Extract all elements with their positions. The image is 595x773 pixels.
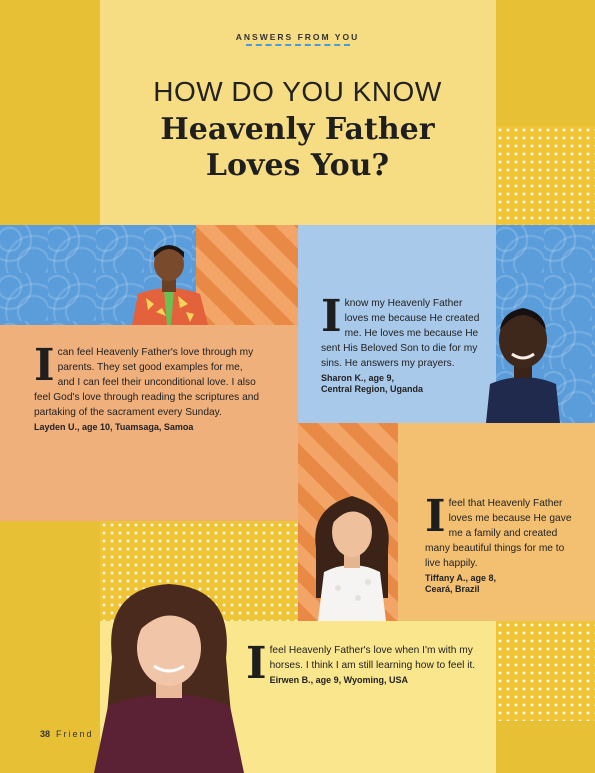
photo-sharon: [486, 296, 560, 423]
answer-attribution-line2: Central Region, Uganda: [321, 384, 424, 394]
page-footer: [40, 729, 94, 739]
answer-attribution: Layden U., age 10, Tuamsaga, Samoa: [34, 422, 194, 432]
answer-text: know my Heavenly Father loves me because He created me. He loves me because He sent His Beloved Son to die for my sins. He answers my prayers.: [321, 298, 480, 369]
dropcap: I: [425, 491, 446, 542]
page-title-line1: HOW DO YOU KNOW: [153, 76, 442, 107]
bg-right-dots-2: [496, 621, 595, 721]
answer-text: can feel Heavenly Father's love through my parents. They set good examples for me, and I can feel their unconditional love. I also feel God's love through reading the scriptures and partaking of the sacrament every Sunday.: [34, 347, 260, 418]
answer-tiffany: [425, 491, 573, 595]
dropcap: I: [321, 291, 342, 342]
answer-layden: [34, 340, 260, 433]
dropcap: I: [34, 340, 55, 391]
answer-attribution-line1: Tiffany A., age 8,: [425, 573, 497, 583]
photo-eirwen: [84, 578, 254, 773]
answer-text: feel Heavenly Father's love when I'm with my horses. I think I am still learning how to feel it.: [269, 645, 476, 671]
answer-text: feel that Heavenly Father loves me because He gave me a family and created many beautiful things for me to live happily.: [425, 498, 572, 569]
answer-sharon: [321, 291, 481, 395]
bg-right-bottom-yellow: [496, 721, 595, 773]
page-number: 38: [40, 729, 51, 739]
section-kicker: ANSWERS FROM YOU: [235, 32, 360, 42]
magazine-name: Friend: [56, 729, 94, 739]
photo-layden: [126, 238, 212, 325]
page-title-main: [0, 112, 595, 184]
answer-attribution: Eirwen B., age 9, Wyoming, USA: [269, 675, 408, 685]
kicker-dash-underline: [246, 44, 350, 46]
answer-attribution-line1: Sharon K., age 9,: [321, 373, 395, 383]
answer-attribution-line2: Ceará, Brazil: [425, 584, 480, 594]
dropcap: I: [246, 638, 267, 689]
photo-tiffany: [308, 488, 396, 621]
page-title-line2: Heavenly Father: [160, 112, 435, 147]
answer-eirwen: [246, 638, 482, 689]
page-title-line3: Loves You?: [205, 148, 390, 183]
